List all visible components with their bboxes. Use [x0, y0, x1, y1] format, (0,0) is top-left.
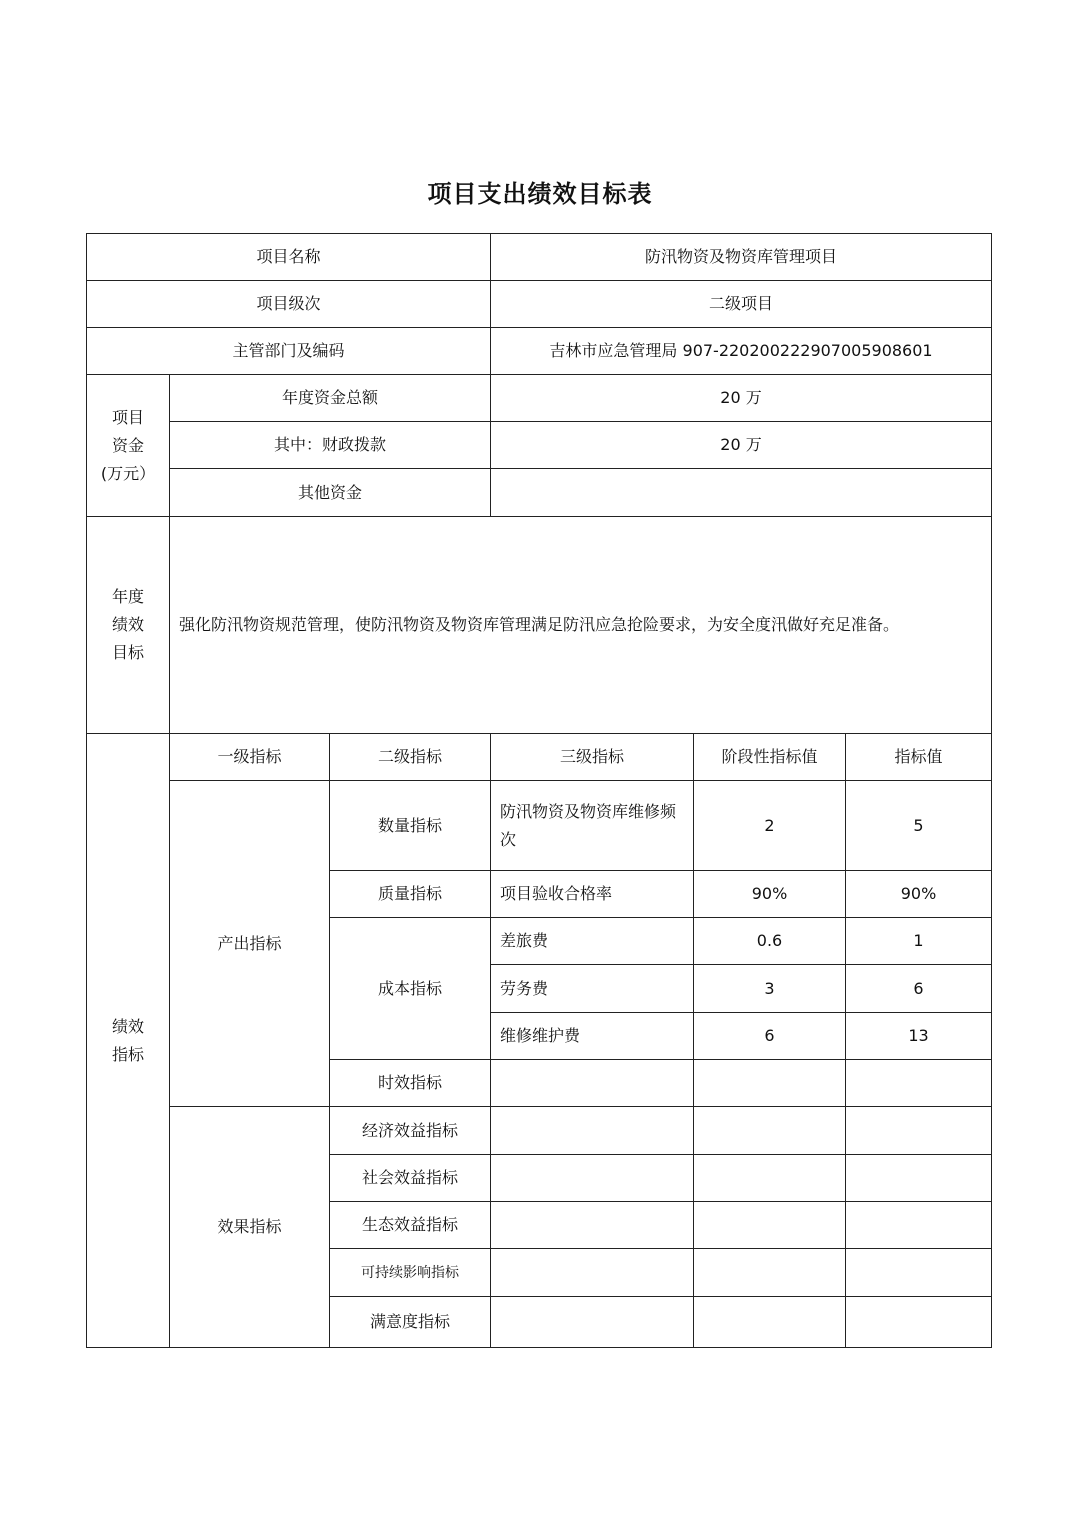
project-name-label: 项目名称 [87, 234, 491, 281]
funds-fiscal-value: 20 万 [491, 422, 992, 469]
economic-indicator-label: 经济效益指标 [330, 1107, 491, 1155]
empty-cell [491, 1060, 694, 1107]
ecological-indicator-label: 生态效益指标 [330, 1202, 491, 1249]
empty-cell [694, 1155, 846, 1202]
funds-label-line: (万元） [100, 463, 156, 483]
funds-total-value: 20 万 [491, 375, 992, 422]
empty-cell [846, 1297, 992, 1348]
header-level3: 三级指标 [491, 734, 694, 781]
funds-label-line: 资金 [111, 435, 144, 455]
funds-total-label: 年度资金总额 [170, 375, 491, 422]
empty-cell [491, 1249, 694, 1297]
quality-value: 90% [846, 871, 992, 918]
dept-value: 吉林市应急管理局 907-220200222907005908601 [491, 328, 992, 375]
empty-cell [846, 1249, 992, 1297]
table-row [87, 781, 992, 871]
table-row [87, 328, 992, 375]
quantity-item: 防汛物资及物资库维修频次 [491, 781, 694, 871]
cost-stage: 3 [694, 965, 846, 1013]
empty-cell [694, 1107, 846, 1155]
social-indicator-label: 社会效益指标 [330, 1155, 491, 1202]
table-row [87, 734, 992, 781]
funds-fiscal-label: 其中：财政拨款 [170, 422, 491, 469]
cost-item: 劳务费 [491, 965, 694, 1013]
table-row [87, 469, 992, 517]
funds-label [87, 375, 170, 517]
cost-value: 6 [846, 965, 992, 1013]
cost-value: 13 [846, 1013, 992, 1060]
table-row [87, 422, 992, 469]
sustainable-indicator-label: 可持续影响指标 [330, 1249, 491, 1297]
quality-indicator-label: 质量指标 [330, 871, 491, 918]
indicators-label-line: 指标 [111, 1044, 144, 1064]
table-row [87, 234, 992, 281]
quantity-stage: 2 [694, 781, 846, 871]
dept-label: 主管部门及编码 [87, 328, 491, 375]
quality-stage: 90% [694, 871, 846, 918]
indicators-label-line: 绩效 [111, 1016, 144, 1036]
table-row [87, 375, 992, 422]
annual-goal-label-line: 绩效 [111, 615, 144, 634]
cost-stage: 6 [694, 1013, 846, 1060]
empty-cell [846, 1155, 992, 1202]
empty-cell [694, 1202, 846, 1249]
annual-goal-label-line: 目标 [111, 643, 144, 662]
table-row [87, 517, 992, 734]
header-value: 指标值 [846, 734, 992, 781]
funds-label-line: 项目 [111, 407, 144, 427]
output-indicator-label: 产出指标 [170, 781, 330, 1107]
empty-cell [491, 1107, 694, 1155]
empty-cell [846, 1202, 992, 1249]
quantity-indicator-label: 数量指标 [330, 781, 491, 871]
empty-cell [846, 1107, 992, 1155]
performance-table [86, 233, 992, 1348]
timeliness-indicator-label: 时效指标 [330, 1060, 491, 1107]
cost-item: 维修维护费 [491, 1013, 694, 1060]
empty-cell [694, 1297, 846, 1348]
empty-cell [846, 1060, 992, 1107]
project-level-label: 项目级次 [87, 281, 491, 328]
empty-cell [491, 1155, 694, 1202]
funds-other-value [491, 469, 992, 517]
cost-indicator-label: 成本指标 [330, 918, 491, 1060]
header-level2: 二级指标 [330, 734, 491, 781]
funds-other-label: 其他资金 [170, 469, 491, 517]
table-row [87, 281, 992, 328]
empty-cell [694, 1249, 846, 1297]
effect-indicator-label: 效果指标 [170, 1107, 330, 1348]
header-level1: 一级指标 [170, 734, 330, 781]
header-stage-value: 阶段性指标值 [694, 734, 846, 781]
project-level-value: 二级项目 [491, 281, 992, 328]
cost-stage: 0.6 [694, 918, 846, 965]
empty-cell [491, 1297, 694, 1348]
annual-goal-text: 强化防汛物资规范管理，使防汛物资及物资库管理满足防汛应急抢险要求，为安全度汛做好充足准备。 [170, 517, 992, 734]
annual-goal-label [87, 517, 170, 734]
quality-item: 项目验收合格率 [491, 871, 694, 918]
table-row [87, 1107, 992, 1155]
indicators-label [87, 734, 170, 1348]
cost-item: 差旅费 [491, 918, 694, 965]
annual-goal-label-line: 年度 [111, 587, 144, 606]
project-name-value: 防汛物资及物资库管理项目 [491, 234, 992, 281]
empty-cell [694, 1060, 846, 1107]
satisfaction-indicator-label: 满意度指标 [330, 1297, 491, 1348]
quantity-value: 5 [846, 781, 992, 871]
cost-value: 1 [846, 918, 992, 965]
page-title: 项目支出绩效目标表 [427, 180, 653, 208]
empty-cell [491, 1202, 694, 1249]
